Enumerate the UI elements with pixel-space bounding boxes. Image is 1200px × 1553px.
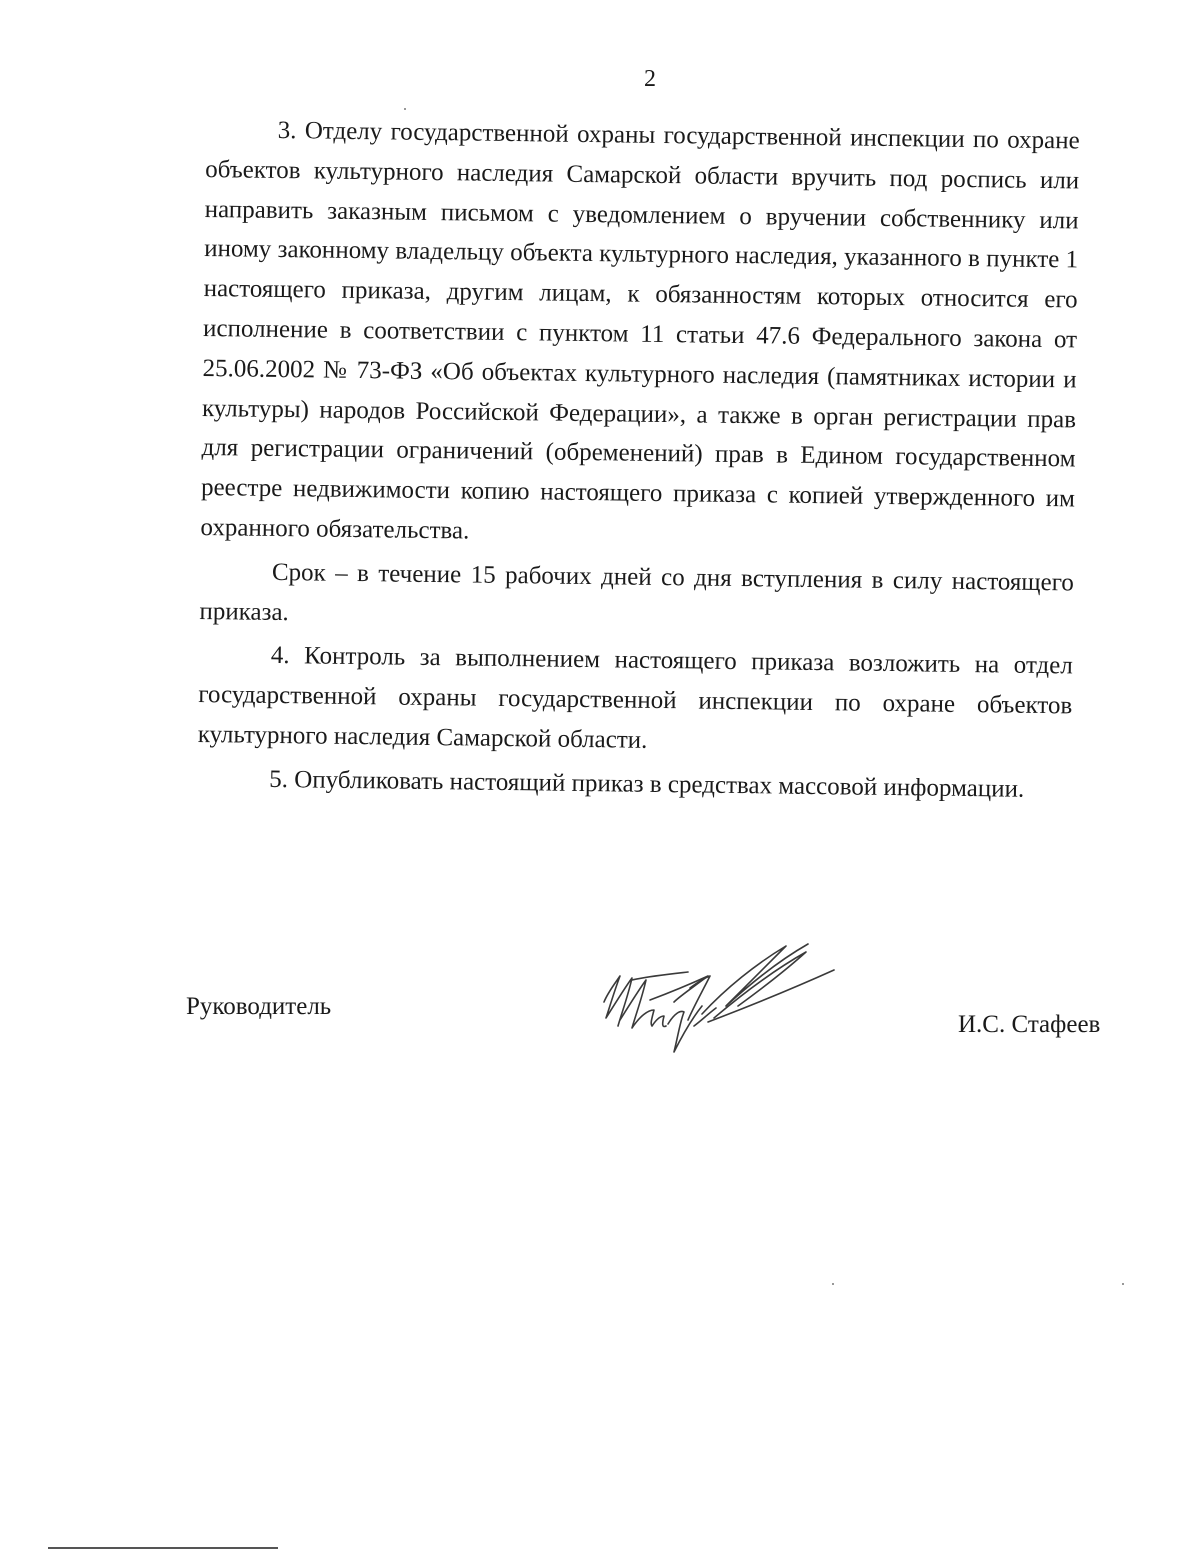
paragraph-item-5: 5. Опубликовать настоящий приказ в средствах массовой информации. — [269, 765, 1025, 803]
scan-speck — [832, 1283, 834, 1285]
signature-block — [0, 985, 1200, 1075]
scan-speck — [1122, 1283, 1124, 1285]
signer-name: И.С. Стафеев — [958, 1011, 1101, 1038]
document-body — [197, 110, 1080, 810]
paragraph-item-3: 3. Отделу государственной охраны государственной инспекции по охране объектов культурного наследия Самарской области вручить под роспись или направить заказным письмом с уведомлением о вручении собственнику или иному законному владельцу объекта культурного наследия, указанного в пункте 1 настоящего приказа, другим лицам, к обязанностям которых относится его исполнение в соответствии с пунктом 11 статьи 47.6 Федерального закона от 25.06.2002 № 73-ФЗ «Об объектах культурного наследия (памятниках истории и культуры) народов Российской Федерации», а также в орган регистрации прав для регистрации ограничений (обременений) прав в Едином государственном реестре недвижимости копию настоящего приказа с копией утвержденного им охранного обязательства. — [200, 116, 1080, 545]
scan-speck — [404, 108, 406, 110]
page-number: 2 — [644, 66, 656, 92]
signer-position: Руководитель — [186, 993, 332, 1020]
paragraph-item-4: 4. Контроль за выполнением настоящего приказа возложить на отдел государственной охраны государственной инспекции по охране объектов культурного наследия Самарской области. — [197, 642, 1073, 754]
paragraph-deadline: Срок – в течение 15 рабочих дней со дня вступления в силу настоящего приказа. — [199, 558, 1075, 626]
footer-rule — [48, 1547, 278, 1549]
handwritten-signature — [590, 940, 850, 1065]
